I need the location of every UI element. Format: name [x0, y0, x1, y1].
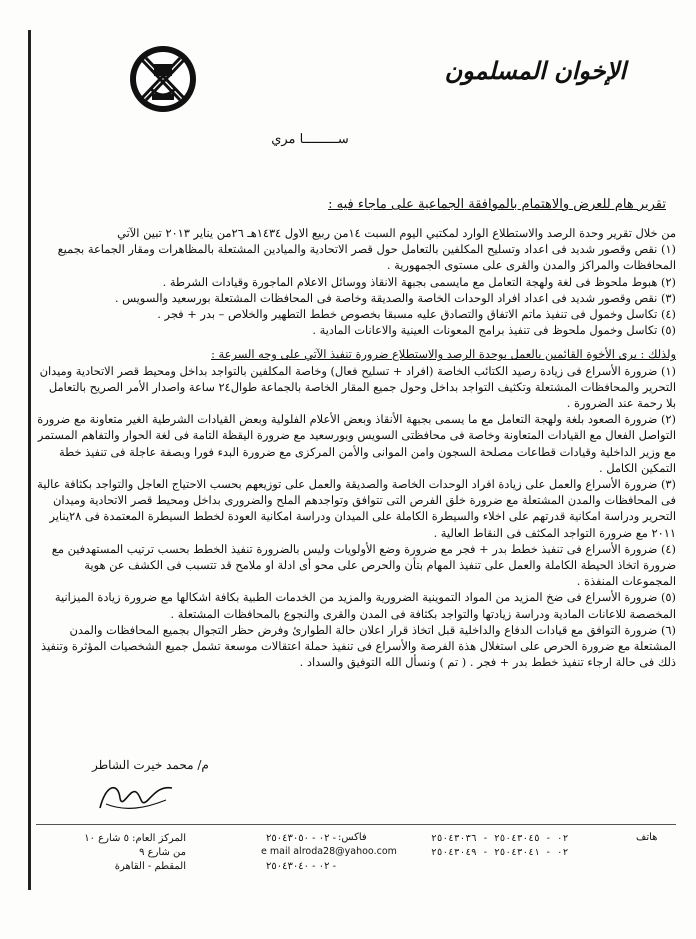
handwritten-signature: [96, 778, 176, 814]
subject-line: ســـــــــا مري: [271, 132, 349, 147]
footer-email: e mail alroda28@yahoo.com: [261, 846, 397, 857]
footer-fax: ٠٢ - ٢٥٠٤٣٠٥٠ -: [266, 833, 337, 844]
recommendation-item: (٤) ضرورة الأسراع فى تنفيذ خطط بدر + فجر مع ضرورة وضع الأولويات وليس بالضرورة تنفيذ الخطط بحسب ترتيب المستهدفين مع ضرورة اتخاذ الحيطة الكاملة والعمل على تنفيذ المهام بتأن والحرص على محو أى ادلة او ملامح قد تتسبب فى الكشف عن هوية المجموعات المنفذة .: [51, 541, 676, 589]
finding-item: (٢) هبوط ملحوظ فى لغة ولهجة التعامل مع مايسمى بجبهة الانقاذ ووسائل الاعلام الماجورة وقيادات الشرطة .: [162, 274, 676, 289]
finding-item: (١) نقص وقصور شديد فى اعداد وتسليح المكلفين بالتعامل حول قصر الاتحادية والميادين المشتعلة بالمظاهرات ومقار الجماعة بجميع المحافظات والمراكز والمدن والقرى على مستوى الجمهورية .: [57, 242, 676, 273]
fax-label: فاكس:: [338, 832, 367, 843]
letterhead-footer: [36, 830, 676, 880]
footer-divider: [36, 824, 676, 825]
intro-paragraph: من خلال تقرير وحدة الرصد والاستطلاع الوارد لمكتبي اليوم السبت ١٤من ربيع الاول ١٤٣٤هـ ٢٦من يناير ٢٠١٣ تبين الآتي: [117, 226, 676, 240]
recommendation-item: (٦) ضرورة التوافق مع قيادات الدفاع والداخلية قبل اتخاذ قرار اعلان حالة الطوارئ وفرض حظر التجوال بجميع المحافظات والمدن المشتعلة مع ضرورة الحرص على استغلال هذة الفرصة والأسراع فى تنفيذ حملة اعتقالات موسعة تشمل جميع الشخصيات المؤثرة وتنفيذ ذلك فى حالة ارجاء تنفيذ خطط بدر + فجر . ( تم ) ونسأل الله التوفيق والسداد .: [41, 622, 676, 670]
recommendation-item: (٣) ضرورة الأسراع والعمل على زيادة افراد الوحدات الخاصة والصديقة والعمل على توزيعهم بحسب الاحتياج العاجل والتواجد بكثافة عالية فى المحافظات والمدن المشتعلة مع ضرورة خلق الفرص التى تتوافق وتواجدهم الملح والضرورى بداخل ومحيط قصر الاتحادية وميدان التحرير ودراسة امكانية قدرتهم على اخلاء والسيطرة الكاملة على الميدان ودراسة امكانية العودة لخطط السيطرة المعتمدة فى ٢٨يناير ٢٠١١ مع ضرورة التواجد المكثف فى النقاط العالية .: [37, 477, 676, 540]
footer-fax-2: ٠٢ - ٢٥٠٤٣٠٤٠ -: [266, 861, 337, 872]
phone-label: هاتف: [636, 832, 658, 843]
footer-address: المركز العام: ٥ شارع ١٠ من شارع ٩ المقطم - القاهرة: [84, 833, 186, 872]
letter-body: [36, 225, 676, 670]
recommendation-item: (٥) ضرورة الأسراع فى ضخ المزيد من المواد التموينية الضرورية والمزيد من الخدمات الطبية بكافة اشكالها مع ضرورة زيادة الميزانية المخصصة للاعانات المادية ودراسة زيادتها والتواجد بكثافة فى المدن والقرى والنجوع بالمحافظات المشتعلة .: [54, 590, 676, 621]
recommendation-item: (٢) ضرورة الصعود بلغة ولهجة التعامل مع ما يسمى بجبهة الأنقاذ وبعض الأعلام الفلولية وبعض القيادات الشرطية الغير متعاونة مع ضرورة التواصل الفعال مع القيادات المتعاونة وخاصة فى محافظتى السويس وبورسعيد مع ضرورة اليقظة التامة فى لغة الحوار والتفاهم المستمر مع وزير الداخلية وقيادات قطاعات مصلحة السجون وامن الموانى والأمن المركزى مع ضرورة البدء فورا وبصفة عاجلة فى تنفيذ خطة التمكين الكامل .: [37, 412, 676, 475]
recommendations-heading: ولذلك : يرى الأخوة القائمين بالعمل بوحدة الرصد والاستطلاع ضرورة تنفيذ الآتي على وجه السرعة :: [211, 347, 676, 362]
signature-name: م/ محمد خيرت الشاطر: [92, 758, 209, 772]
organization-name: الإخوان المسلمون: [444, 56, 626, 85]
finding-item: (٥) تكاسل وخمول ملحوظ فى تنفيذ برامج المعونات العينية والاعانات المادية .: [312, 323, 676, 338]
footer-phone: ٠٢ - ٢٥٠٤٣٠٤٥ - ٢٥٠٤٣٠٣٦ ٠٢ - ٢٥٠٤٣٠٤١ - ٢٥٠٤٣٠٤٩: [431, 833, 569, 858]
recommendation-item: (١) ضرورة الأسراع فى زيادة رصيد الكتائب الخاصة (افراد + تسليح فعال) وخاصة المكلفين بالتواجد بداخل ومحيط قصر الاتحادية وميدان التحرير والمحافظات المشتعلة وتكثيف التواجد بداخل وحول جميع المقار الخاصة بالجماعة طوال٢٤ ساعة واصدار الأمر الصريح بالتعامل بلا رحمة عند الضرورة .: [39, 363, 676, 411]
report-title: تقرير هام للعرض والاهتمام بالموافقة الجماعية على ماجاء فيه :: [328, 197, 666, 212]
brotherhood-emblem-icon: [128, 44, 198, 114]
page-border: [28, 30, 31, 890]
finding-item: (٤) تكاسل وخمول فى تنفيذ ماتم الاتفاق والتصادق عليه مسبقا بخصوص خطط التطهير والخلاص – بدر + فجر .: [157, 307, 676, 322]
finding-item: (٣) نقص وقصور شديد فى اعداد افراد الوحدات الخاصة والصديقة وخاصة فى المحافظات المشتعلة بورسعيد والسويس .: [114, 290, 676, 305]
